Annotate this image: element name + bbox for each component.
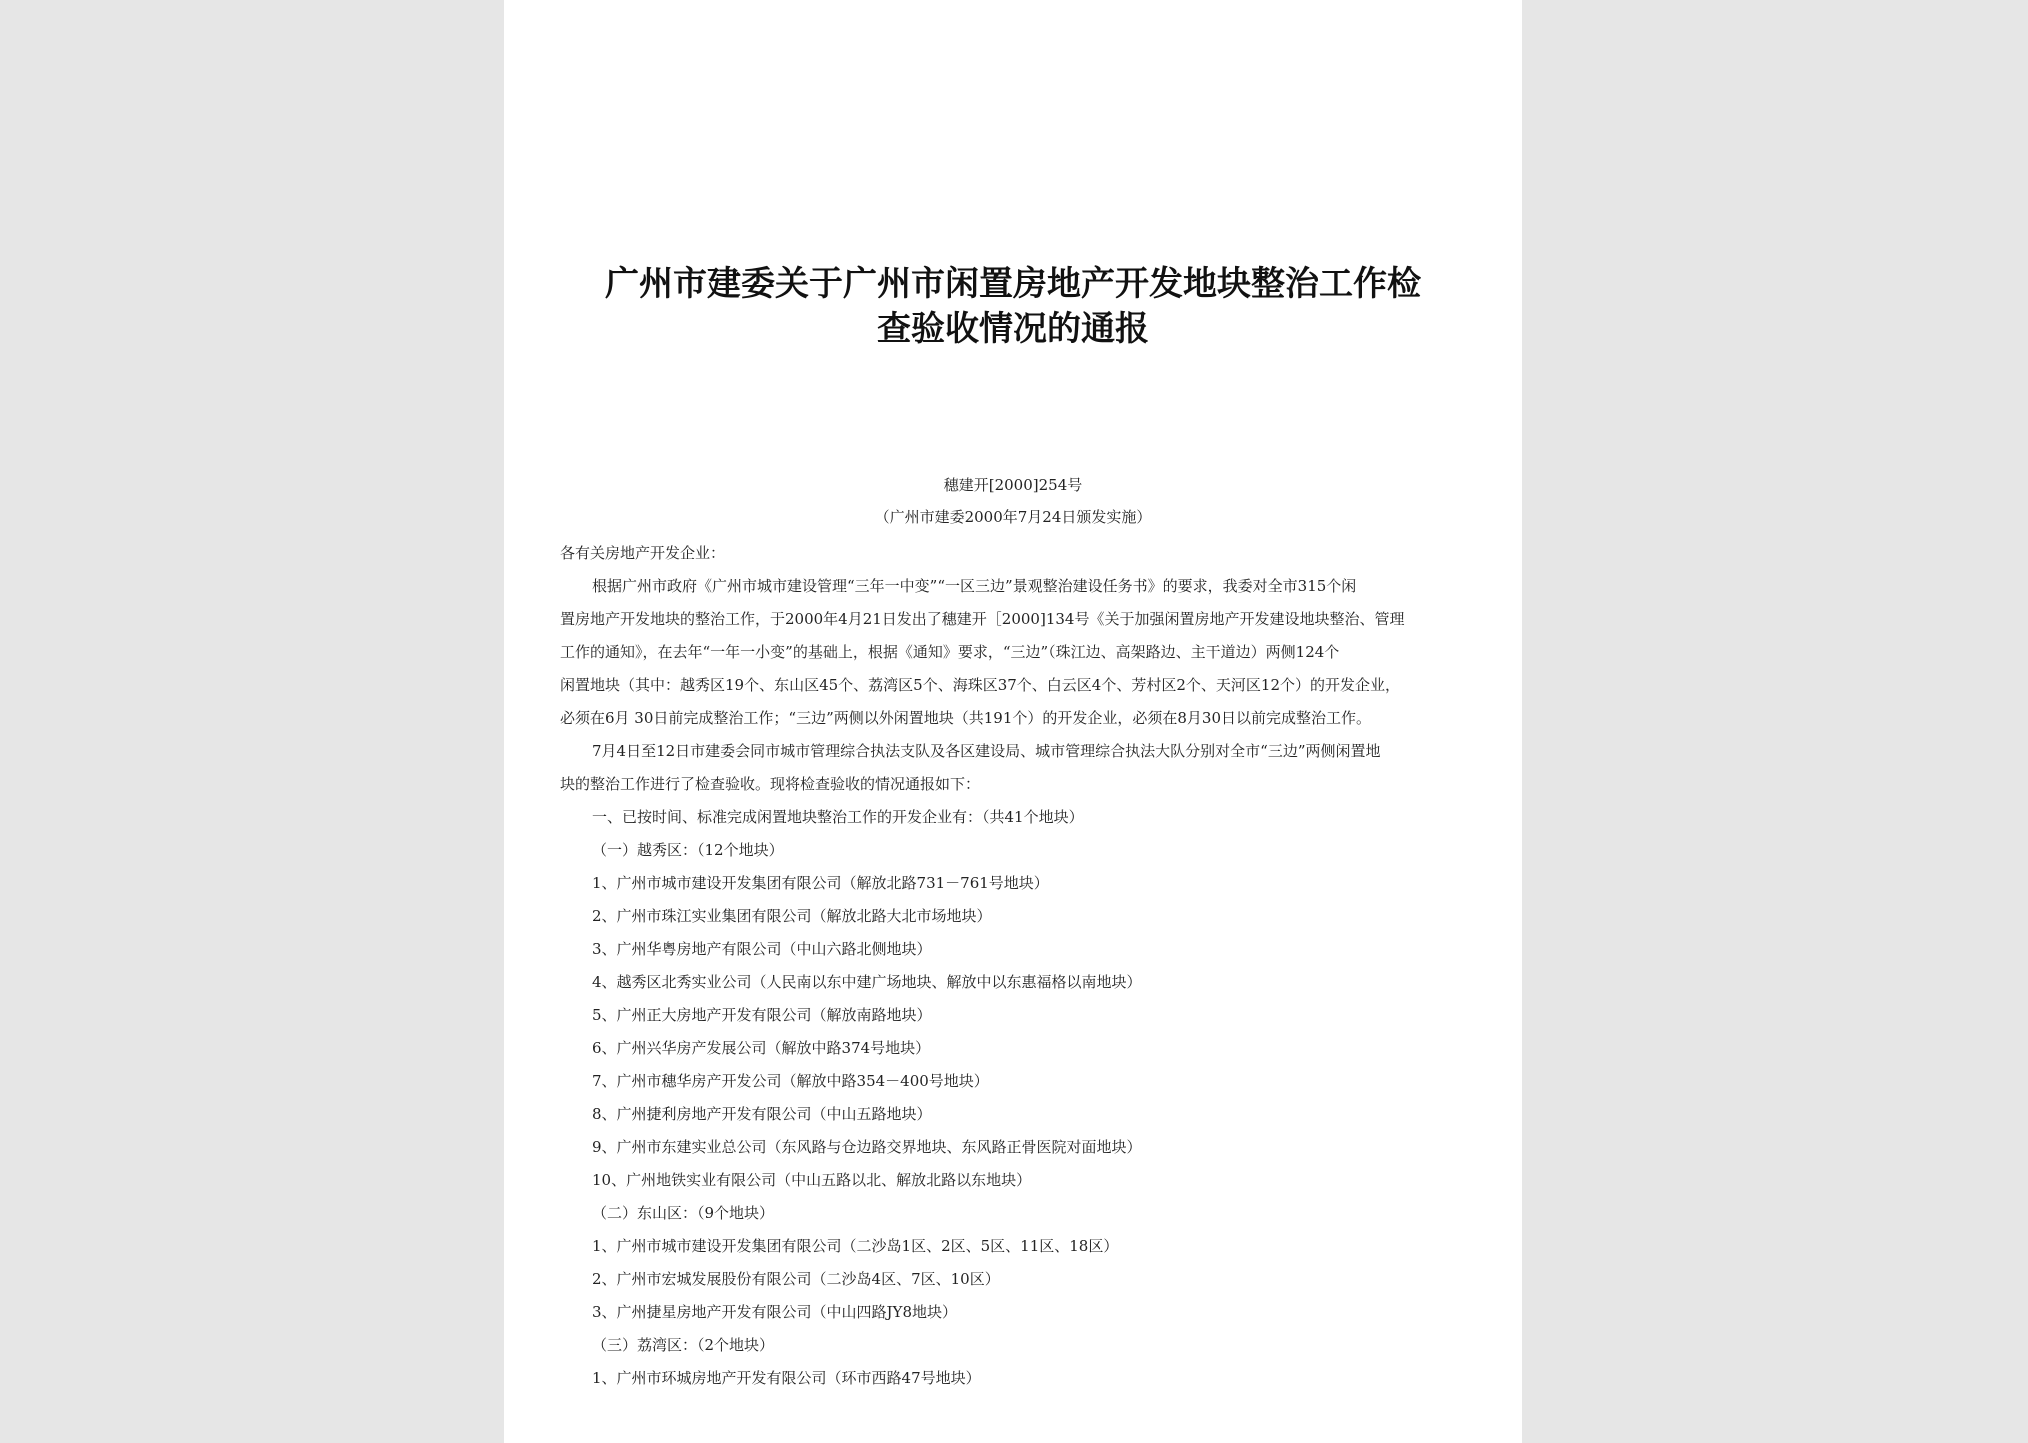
salutation: 各有关房地产开发企业： — [560, 544, 726, 562]
list-item: 3、广州华粤房地产有限公司（中山六路北侧地块） — [592, 940, 932, 958]
document-page — [504, 0, 1522, 1443]
list-item: 7、广州市穗华房产开发公司（解放中路354－400号地块） — [592, 1072, 989, 1090]
title-line-1: 广州市建委关于广州市闲置房地产开发地块整治工作检 — [605, 264, 1421, 304]
list-item: 5、广州正大房地产开发有限公司（解放南路地块） — [592, 1006, 932, 1024]
issue-note: （广州市建委2000年7月24日颁发实施） — [874, 508, 1152, 526]
paragraph-2-line: 块的整治工作进行了检查验收。现将检查验收的情况通报如下： — [560, 775, 981, 793]
paragraph-1-line: 根据广州市政府《广州市城市建设管理“三年一中变”“一区三边”景观整治建设任务书》的要求，我委对全市315个闲 — [592, 577, 1357, 595]
document-title — [504, 262, 1522, 352]
list-item: 9、广州市东建实业总公司（东风路与仓边路交界地块、东风路正骨医院对面地块） — [592, 1138, 1142, 1156]
paragraph-2-line: 7月4日至12日市建委会同市城市管理综合执法支队及各区建设局、城市管理综合执法大队分别对全市“三边”两侧闲置地 — [592, 742, 1381, 760]
list-item: 2、广州市宏城发展股份有限公司（二沙岛4区、7区、10区） — [592, 1270, 1000, 1288]
paragraph-1-line: 工作的通知》，在去年“一年一小变”的基础上，根据《通知》要求，“三边”（珠江边、高架路边、主干道边）两侧124个 — [560, 643, 1340, 661]
list-item: 10、广州地铁实业有限公司（中山五路以北、解放北路以东地块） — [592, 1171, 1032, 1189]
district-heading: （一）越秀区：（12个地块） — [592, 841, 784, 859]
paragraph-1-line: 置房地产开发地块的整治工作，于2000年4月21日发出了穗建开［2000]134号《关于加强闲置房地产开发建设地块整治、管理 — [560, 610, 1405, 628]
paragraph-1-line: 闲置地块（其中：越秀区19个、东山区45个、荔湾区5个、海珠区37个、白云区4个、芳村区2个、天河区12个）的开发企业， — [560, 676, 1400, 694]
district-heading: （二）东山区：（9个地块） — [592, 1204, 775, 1222]
section-heading: 一、已按时间、标准完成闲置地块整治工作的开发企业有：（共41个地块） — [592, 808, 1084, 826]
document-body — [560, 537, 1470, 1395]
list-item: 8、广州捷利房地产开发有限公司（中山五路地块） — [592, 1105, 932, 1123]
district-heading: （三）荔湾区：（2个地块） — [592, 1336, 775, 1354]
list-item: 1、广州市城市建设开发集团有限公司（解放北路731－761号地块） — [592, 874, 1049, 892]
paragraph-1-line: 必须在6月 30日前完成整治工作；“三边”两侧以外闲置地块（共191个）的开发企业，必须在8月30日以前完成整治工作。 — [560, 709, 1372, 727]
title-line-2: 查验收情况的通报 — [877, 309, 1149, 349]
list-item: 2、广州市珠江实业集团有限公司（解放北路大北市场地块） — [592, 907, 992, 925]
list-item: 1、广州市环城房地产开发有限公司（环市西路47号地块） — [592, 1369, 981, 1387]
list-item: 6、广州兴华房产发展公司（解放中路374号地块） — [592, 1039, 931, 1057]
document-number: 穗建开[2000]254号 — [943, 476, 1083, 494]
list-item: 4、越秀区北秀实业公司（人民南以东中建广场地块、解放中以东惠福格以南地块） — [592, 973, 1142, 991]
list-item: 3、广州捷星房地产开发有限公司（中山四路JY8地块） — [592, 1303, 958, 1321]
list-item: 1、广州市城市建设开发集团有限公司（二沙岛1区、2区、5区、11区、18区） — [592, 1237, 1119, 1255]
